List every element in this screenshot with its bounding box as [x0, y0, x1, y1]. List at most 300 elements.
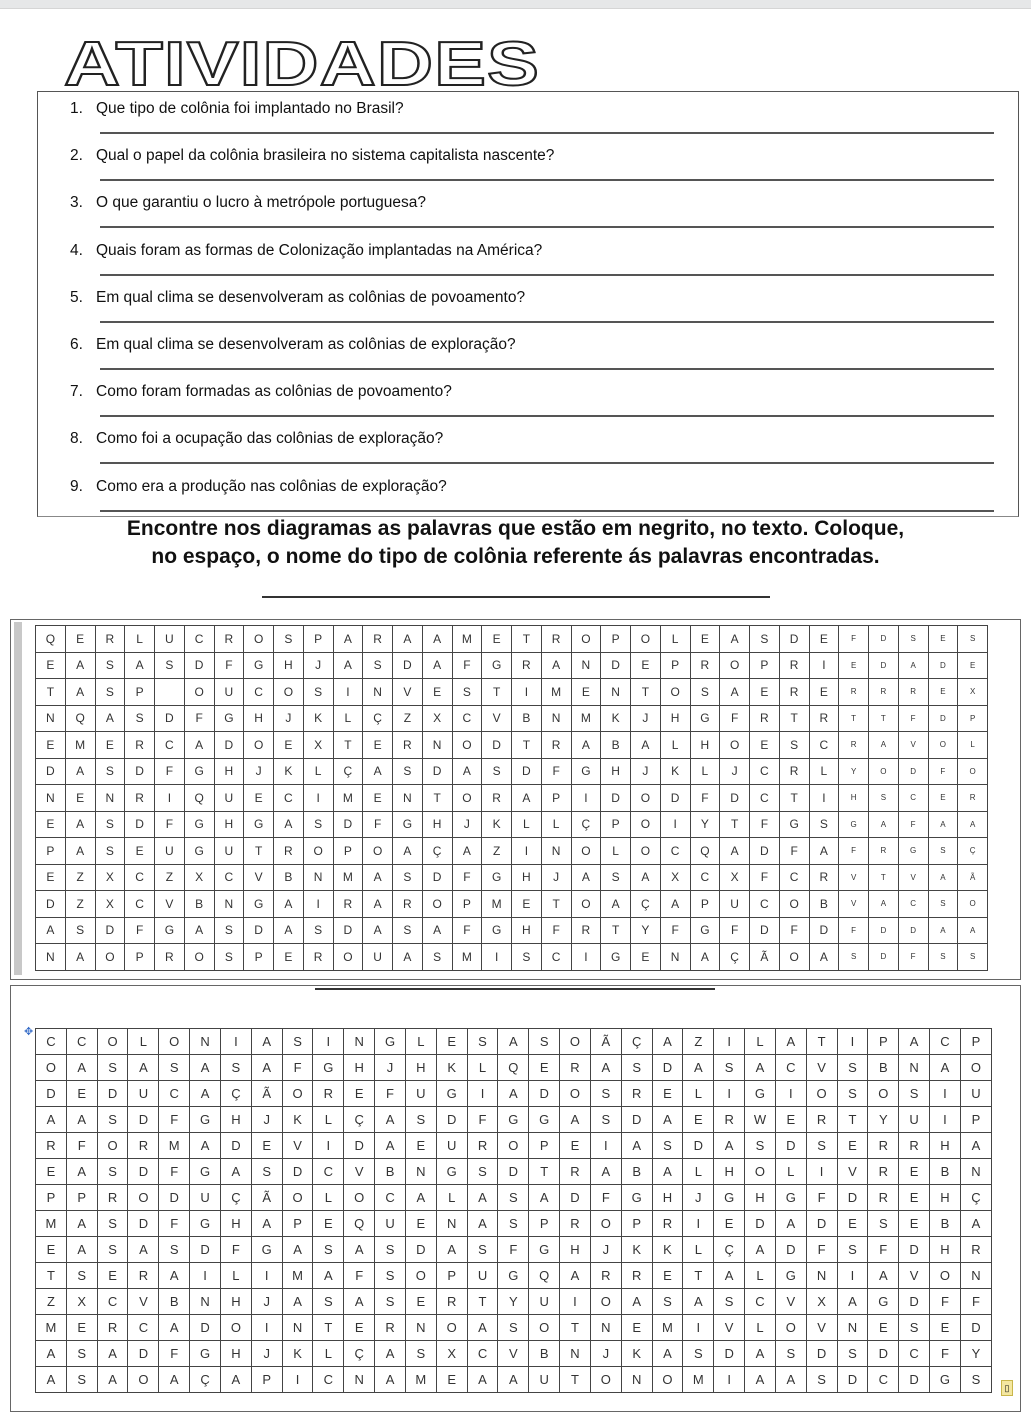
grid-cell[interactable]: V	[898, 864, 928, 891]
grid-cell[interactable]: U	[375, 1211, 406, 1237]
grid-cell[interactable]: S	[422, 944, 452, 971]
grid-cell[interactable]: S	[405, 1107, 436, 1133]
grid-cell[interactable]: E	[36, 732, 66, 759]
grid-cell[interactable]: O	[452, 785, 482, 812]
grid-cell[interactable]: H	[244, 705, 274, 732]
grid-cell[interactable]: O	[652, 1367, 683, 1393]
grid-cell[interactable]: S	[809, 811, 839, 838]
grid-cell[interactable]: R	[839, 679, 869, 706]
grid-cell[interactable]: J	[631, 705, 661, 732]
grid-cell[interactable]: S	[869, 785, 899, 812]
grid-cell[interactable]: D	[36, 758, 66, 785]
grid-cell[interactable]: Ç	[714, 1237, 745, 1263]
grid-cell[interactable]: S	[512, 944, 542, 971]
grid-cell[interactable]: Y	[631, 917, 661, 944]
grid-cell[interactable]: R	[779, 652, 809, 679]
grid-cell[interactable]: N	[303, 864, 333, 891]
grid-cell[interactable]: S	[220, 1055, 251, 1081]
grid-cell[interactable]: Ã	[251, 1081, 282, 1107]
grid-cell[interactable]: A	[422, 917, 452, 944]
grid-cell[interactable]: S	[467, 1159, 498, 1185]
grid-cell[interactable]: S	[97, 1237, 128, 1263]
grid-cell[interactable]: Z	[65, 891, 95, 918]
grid-cell[interactable]: I	[482, 944, 512, 971]
grid-cell[interactable]: H	[714, 1159, 745, 1185]
grid-cell[interactable]: A	[220, 1159, 251, 1185]
grid-cell[interactable]: Z	[65, 864, 95, 891]
grid-cell[interactable]: D	[714, 1341, 745, 1367]
grid-cell[interactable]: G	[571, 758, 601, 785]
answer-line[interactable]	[100, 510, 994, 512]
grid-cell[interactable]: D	[512, 758, 542, 785]
grid-cell[interactable]: J	[303, 652, 333, 679]
grid-cell[interactable]: A	[190, 1081, 221, 1107]
grid-cell[interactable]: R	[571, 917, 601, 944]
grid-cell[interactable]: S	[837, 1081, 868, 1107]
grid-cell[interactable]: S	[652, 1133, 683, 1159]
answer-line[interactable]	[100, 274, 994, 276]
grid-cell[interactable]: I	[809, 652, 839, 679]
grid-cell[interactable]: U	[720, 891, 750, 918]
grid-cell[interactable]: S	[958, 626, 988, 653]
grid-cell[interactable]: R	[868, 1159, 899, 1185]
answer-line[interactable]	[100, 368, 994, 370]
grid-cell[interactable]: N	[590, 1315, 621, 1341]
grid-cell[interactable]: X	[66, 1289, 97, 1315]
grid-cell[interactable]: K	[274, 758, 304, 785]
grid-cell[interactable]: D	[683, 1133, 714, 1159]
grid-cell[interactable]: P	[303, 626, 333, 653]
grid-cell[interactable]: D	[333, 917, 363, 944]
grid-cell[interactable]: O	[282, 1081, 313, 1107]
grid-cell[interactable]: P	[601, 626, 631, 653]
grid-cell[interactable]: D	[899, 1367, 930, 1393]
grid-cell[interactable]: M	[159, 1133, 190, 1159]
grid-cell[interactable]: I	[155, 785, 185, 812]
grid-cell[interactable]: C	[214, 864, 244, 891]
grid-cell[interactable]: S	[159, 1055, 190, 1081]
grid-cell[interactable]: A	[683, 1055, 714, 1081]
grid-cell[interactable]: T	[806, 1029, 837, 1055]
grid-cell[interactable]: V	[806, 1315, 837, 1341]
grid-cell[interactable]: W	[745, 1107, 776, 1133]
grid-cell[interactable]: P	[529, 1211, 560, 1237]
grid-cell[interactable]: Q	[344, 1211, 375, 1237]
grid-cell[interactable]: A	[452, 838, 482, 865]
grid-cell[interactable]: R	[868, 1185, 899, 1211]
grid-cell[interactable]: G	[244, 652, 274, 679]
grid-cell[interactable]: D	[837, 1367, 868, 1393]
grid-cell[interactable]: U	[529, 1367, 560, 1393]
grid-cell[interactable]: C	[809, 732, 839, 759]
grid-cell[interactable]: O	[159, 1029, 190, 1055]
grid-cell[interactable]: C	[541, 944, 571, 971]
grid-cell[interactable]: O	[95, 944, 125, 971]
grid-cell[interactable]: C	[690, 864, 720, 891]
grid-cell[interactable]: A	[467, 1367, 498, 1393]
grid-cell[interactable]: O	[303, 838, 333, 865]
grid-cell[interactable]: J	[590, 1237, 621, 1263]
grid-cell[interactable]: G	[244, 891, 274, 918]
grid-cell[interactable]: I	[303, 785, 333, 812]
grid-cell[interactable]: M	[333, 785, 363, 812]
grid-cell[interactable]: M	[571, 705, 601, 732]
grid-cell[interactable]: S	[482, 758, 512, 785]
grid-cell[interactable]: A	[601, 891, 631, 918]
grid-cell[interactable]: I	[837, 1029, 868, 1055]
grid-cell[interactable]: I	[303, 891, 333, 918]
grid-cell[interactable]: N	[36, 785, 66, 812]
grid-cell[interactable]: A	[720, 838, 750, 865]
grid-cell[interactable]: G	[244, 811, 274, 838]
grid-cell[interactable]: E	[66, 1081, 97, 1107]
grid-cell[interactable]: S	[66, 1263, 97, 1289]
grid-cell[interactable]: D	[422, 758, 452, 785]
grid-cell[interactable]: A	[775, 1211, 806, 1237]
grid-cell[interactable]: P	[690, 891, 720, 918]
grid-cell[interactable]: I	[809, 785, 839, 812]
grid-cell[interactable]: A	[375, 1133, 406, 1159]
grid-cell[interactable]: R	[125, 785, 155, 812]
grid-cell[interactable]: A	[333, 626, 363, 653]
grid-cell[interactable]: X	[422, 705, 452, 732]
grid-cell[interactable]: N	[405, 1315, 436, 1341]
grid-cell[interactable]: S	[806, 1133, 837, 1159]
grid-cell[interactable]: Ç	[220, 1185, 251, 1211]
grid-cell[interactable]: S	[375, 1237, 406, 1263]
grid-cell[interactable]: E	[97, 1263, 128, 1289]
grid-cell[interactable]: O	[282, 1185, 313, 1211]
grid-cell[interactable]: D	[750, 838, 780, 865]
grid-cell[interactable]: A	[393, 944, 423, 971]
grid-cell[interactable]: N	[806, 1263, 837, 1289]
grid-cell[interactable]: F	[375, 1081, 406, 1107]
grid-cell[interactable]: E	[809, 626, 839, 653]
grid-cell[interactable]: H	[405, 1055, 436, 1081]
grid-cell[interactable]: N	[363, 679, 393, 706]
grid-cell[interactable]: J	[631, 758, 661, 785]
grid-cell[interactable]: P	[66, 1185, 97, 1211]
grid-cell[interactable]: R	[960, 1237, 991, 1263]
grid-cell[interactable]: E	[560, 1133, 591, 1159]
grid-cell[interactable]: S	[690, 679, 720, 706]
grid-cell[interactable]: T	[541, 891, 571, 918]
grid-cell[interactable]: U	[405, 1081, 436, 1107]
grid-cell[interactable]: T	[482, 679, 512, 706]
grid-cell[interactable]: S	[214, 917, 244, 944]
grid-cell[interactable]: C	[184, 626, 214, 653]
grid-cell[interactable]: J	[251, 1107, 282, 1133]
grid-cell[interactable]: R	[868, 1133, 899, 1159]
grid-cell[interactable]: M	[65, 732, 95, 759]
grid-cell[interactable]: P	[125, 679, 155, 706]
grid-cell[interactable]: N	[393, 785, 423, 812]
grid-cell[interactable]: P	[601, 811, 631, 838]
grid-cell[interactable]: X	[95, 864, 125, 891]
grid-cell[interactable]: A	[36, 1107, 67, 1133]
grid-cell[interactable]: H	[422, 811, 452, 838]
grid-cell[interactable]: E	[66, 1315, 97, 1341]
grid-cell[interactable]: P	[333, 838, 363, 865]
grid-cell[interactable]: K	[436, 1055, 467, 1081]
grid-cell[interactable]: D	[214, 732, 244, 759]
grid-cell[interactable]: E	[436, 1029, 467, 1055]
grid-cell[interactable]: P	[244, 944, 274, 971]
grid-cell[interactable]: B	[184, 891, 214, 918]
grid-cell[interactable]: A	[869, 732, 899, 759]
grid-cell[interactable]: M	[452, 626, 482, 653]
grid-cell[interactable]: A	[405, 1185, 436, 1211]
grid-cell[interactable]: D	[601, 652, 631, 679]
grid-cell[interactable]: F	[720, 917, 750, 944]
grid-cell[interactable]: A	[375, 1107, 406, 1133]
grid-cell[interactable]: Ã	[251, 1185, 282, 1211]
grid-cell[interactable]: O	[405, 1263, 436, 1289]
grid-cell[interactable]: K	[601, 705, 631, 732]
grid-cell[interactable]: S	[95, 758, 125, 785]
grid-cell[interactable]: R	[375, 1315, 406, 1341]
grid-cell[interactable]: S	[529, 1029, 560, 1055]
grid-cell[interactable]: J	[274, 705, 304, 732]
grid-cell[interactable]: A	[928, 864, 958, 891]
grid-cell[interactable]: F	[214, 652, 244, 679]
grid-cell[interactable]: A	[571, 864, 601, 891]
grid-cell[interactable]: A	[282, 1289, 313, 1315]
grid-cell[interactable]: O	[452, 732, 482, 759]
grid-cell[interactable]: F	[960, 1289, 991, 1315]
grid-cell[interactable]: T	[869, 705, 899, 732]
grid-cell[interactable]: F	[898, 705, 928, 732]
grid-cell[interactable]: M	[652, 1315, 683, 1341]
grid-cell[interactable]: D	[837, 1185, 868, 1211]
grid-cell[interactable]: F	[660, 917, 690, 944]
grid-cell[interactable]: C	[899, 1341, 930, 1367]
grid-cell[interactable]: A	[467, 1185, 498, 1211]
table-move-handle-icon[interactable]: ✥	[24, 1026, 34, 1038]
grid-cell[interactable]: D	[809, 917, 839, 944]
grid-cell[interactable]: F	[159, 1211, 190, 1237]
grid-cell[interactable]: E	[36, 1237, 67, 1263]
grid-cell[interactable]: S	[65, 917, 95, 944]
grid-cell[interactable]: R	[621, 1081, 652, 1107]
grid-cell[interactable]: V	[839, 891, 869, 918]
grid-cell[interactable]: I	[560, 1289, 591, 1315]
grid-cell[interactable]: Ç	[220, 1081, 251, 1107]
grid-cell[interactable]: N	[344, 1367, 375, 1393]
grid-cell[interactable]: A	[436, 1237, 467, 1263]
grid-cell[interactable]: V	[482, 705, 512, 732]
grid-cell[interactable]: O	[590, 1367, 621, 1393]
grid-cell[interactable]: A	[809, 944, 839, 971]
grid-cell[interactable]: S	[363, 652, 393, 679]
grid-cell[interactable]: S	[928, 838, 958, 865]
grid-cell[interactable]: G	[690, 705, 720, 732]
grid-cell[interactable]: D	[344, 1133, 375, 1159]
grid-cell[interactable]: K	[282, 1341, 313, 1367]
grid-cell[interactable]: E	[251, 1133, 282, 1159]
grid-cell[interactable]: L	[660, 626, 690, 653]
grid-cell[interactable]: A	[467, 1315, 498, 1341]
grid-cell[interactable]: A	[837, 1289, 868, 1315]
grid-cell[interactable]: S	[95, 652, 125, 679]
grid-cell[interactable]: N	[601, 679, 631, 706]
grid-cell[interactable]: O	[363, 838, 393, 865]
grid-cell[interactable]: T	[779, 785, 809, 812]
grid-cell[interactable]: R	[436, 1289, 467, 1315]
grid-cell[interactable]: I	[571, 944, 601, 971]
grid-cell[interactable]: F	[498, 1237, 529, 1263]
grid-cell[interactable]: G	[251, 1237, 282, 1263]
grid-cell[interactable]: A	[571, 732, 601, 759]
grid-cell[interactable]: M	[482, 891, 512, 918]
grid-cell[interactable]: C	[898, 891, 928, 918]
grid-cell[interactable]: A	[220, 1367, 251, 1393]
grid-cell[interactable]: S	[899, 1315, 930, 1341]
grid-cell[interactable]: A	[498, 1081, 529, 1107]
grid-cell[interactable]: L	[313, 1107, 344, 1133]
grid-cell[interactable]: P	[282, 1211, 313, 1237]
grid-cell[interactable]: E	[899, 1211, 930, 1237]
grid-cell[interactable]: F	[541, 917, 571, 944]
grid-cell[interactable]: E	[690, 626, 720, 653]
grid-cell[interactable]: M	[541, 679, 571, 706]
grid-cell[interactable]: L	[436, 1185, 467, 1211]
grid-cell[interactable]: R	[482, 785, 512, 812]
grid-cell[interactable]: G	[745, 1081, 776, 1107]
grid-cell[interactable]: T	[601, 917, 631, 944]
grid-cell[interactable]: I	[282, 1367, 313, 1393]
grid-cell[interactable]: N	[36, 944, 66, 971]
grid-cell[interactable]: F	[928, 758, 958, 785]
grid-cell[interactable]: Q	[184, 785, 214, 812]
grid-cell[interactable]: C	[467, 1341, 498, 1367]
grid-cell[interactable]: T	[36, 1263, 67, 1289]
grid-cell[interactable]: O	[333, 944, 363, 971]
grid-cell[interactable]: S	[66, 1367, 97, 1393]
grid-cell[interactable]: C	[313, 1367, 344, 1393]
grid-cell[interactable]: G	[779, 811, 809, 838]
grid-cell[interactable]: E	[631, 652, 661, 679]
grid-cell[interactable]: C	[125, 891, 155, 918]
grid-cell[interactable]: U	[214, 679, 244, 706]
grid-cell[interactable]: F	[155, 811, 185, 838]
grid-cell[interactable]: B	[621, 1159, 652, 1185]
grid-cell[interactable]: H	[930, 1185, 961, 1211]
grid-cell[interactable]: O	[720, 652, 750, 679]
grid-cell[interactable]: F	[159, 1159, 190, 1185]
grid-cell[interactable]: F	[159, 1107, 190, 1133]
grid-cell[interactable]: O	[97, 1029, 128, 1055]
grid-cell[interactable]: I	[512, 679, 542, 706]
grid-cell[interactable]: A	[274, 891, 304, 918]
grid-cell[interactable]: R	[652, 1211, 683, 1237]
grid-cell[interactable]: A	[375, 1341, 406, 1367]
grid-cell[interactable]: S	[467, 1237, 498, 1263]
grid-cell[interactable]: E	[928, 785, 958, 812]
grid-cell[interactable]: M	[405, 1367, 436, 1393]
grid-cell[interactable]: O	[97, 1133, 128, 1159]
grid-cell[interactable]: J	[251, 1289, 282, 1315]
grid-cell[interactable]: D	[775, 1133, 806, 1159]
grid-cell[interactable]: G	[839, 811, 869, 838]
grid-cell[interactable]: O	[745, 1159, 776, 1185]
grid-cell[interactable]: S	[95, 811, 125, 838]
grid-cell[interactable]: F	[220, 1237, 251, 1263]
grid-cell[interactable]: I	[714, 1081, 745, 1107]
grid-cell[interactable]: G	[190, 1211, 221, 1237]
grid-cell[interactable]: S	[95, 679, 125, 706]
answer-line-2[interactable]	[315, 988, 715, 990]
grid-cell[interactable]: U	[436, 1133, 467, 1159]
grid-cell[interactable]: O	[720, 732, 750, 759]
grid-cell[interactable]: D	[282, 1159, 313, 1185]
grid-cell[interactable]: H	[220, 1107, 251, 1133]
grid-cell[interactable]: D	[128, 1341, 159, 1367]
grid-cell[interactable]: L	[512, 811, 542, 838]
grid-cell[interactable]: O	[571, 891, 601, 918]
answer-line[interactable]	[100, 132, 994, 134]
grid-cell[interactable]: P	[541, 785, 571, 812]
grid-cell[interactable]: D	[159, 1185, 190, 1211]
grid-cell[interactable]: E	[36, 811, 66, 838]
grid-cell[interactable]: T	[869, 864, 899, 891]
grid-cell[interactable]: O	[571, 626, 601, 653]
grid-cell[interactable]: I	[683, 1315, 714, 1341]
grid-cell[interactable]: C	[244, 679, 274, 706]
grid-cell[interactable]: R	[541, 626, 571, 653]
grid-cell[interactable]: P	[436, 1263, 467, 1289]
grid-cell[interactable]: G	[775, 1185, 806, 1211]
grid-cell[interactable]: F	[720, 705, 750, 732]
grid-cell[interactable]: C	[125, 864, 155, 891]
grid-cell[interactable]: I	[190, 1263, 221, 1289]
grid-cell[interactable]: B	[375, 1159, 406, 1185]
grid-cell[interactable]: V	[839, 864, 869, 891]
grid-cell[interactable]: D	[36, 1081, 67, 1107]
grid-cell[interactable]: R	[97, 1315, 128, 1341]
grid-cell[interactable]: Y	[960, 1341, 991, 1367]
grid-cell[interactable]: I	[930, 1107, 961, 1133]
grid-cell[interactable]: S	[898, 626, 928, 653]
grid-cell[interactable]: C	[745, 1289, 776, 1315]
grid-cell[interactable]: Ç	[422, 838, 452, 865]
grid-cell[interactable]: G	[930, 1367, 961, 1393]
grid-cell[interactable]: D	[745, 1211, 776, 1237]
grid-cell[interactable]: D	[621, 1107, 652, 1133]
grid-cell[interactable]: I	[467, 1081, 498, 1107]
grid-cell[interactable]: S	[839, 944, 869, 971]
grid-cell[interactable]: A	[775, 1367, 806, 1393]
grid-cell[interactable]: C	[898, 785, 928, 812]
grid-cell[interactable]: O	[631, 626, 661, 653]
grid-cell[interactable]: D	[869, 626, 899, 653]
grid-cell[interactable]: N	[422, 732, 452, 759]
grid-cell[interactable]: L	[745, 1029, 776, 1055]
grid-cell[interactable]: H	[652, 1185, 683, 1211]
grid-cell[interactable]: A	[282, 1237, 313, 1263]
grid-cell[interactable]: E	[899, 1185, 930, 1211]
grid-cell[interactable]: D	[869, 652, 899, 679]
grid-cell[interactable]: D	[190, 1315, 221, 1341]
grid-cell[interactable]: D	[405, 1237, 436, 1263]
grid-cell[interactable]: A	[393, 626, 423, 653]
grid-cell[interactable]: D	[928, 652, 958, 679]
grid-cell[interactable]: V	[898, 732, 928, 759]
grid-cell[interactable]: R	[809, 864, 839, 891]
grid-cell[interactable]: H	[512, 864, 542, 891]
grid-cell[interactable]: E	[621, 1315, 652, 1341]
grid-cell[interactable]: J	[541, 864, 571, 891]
